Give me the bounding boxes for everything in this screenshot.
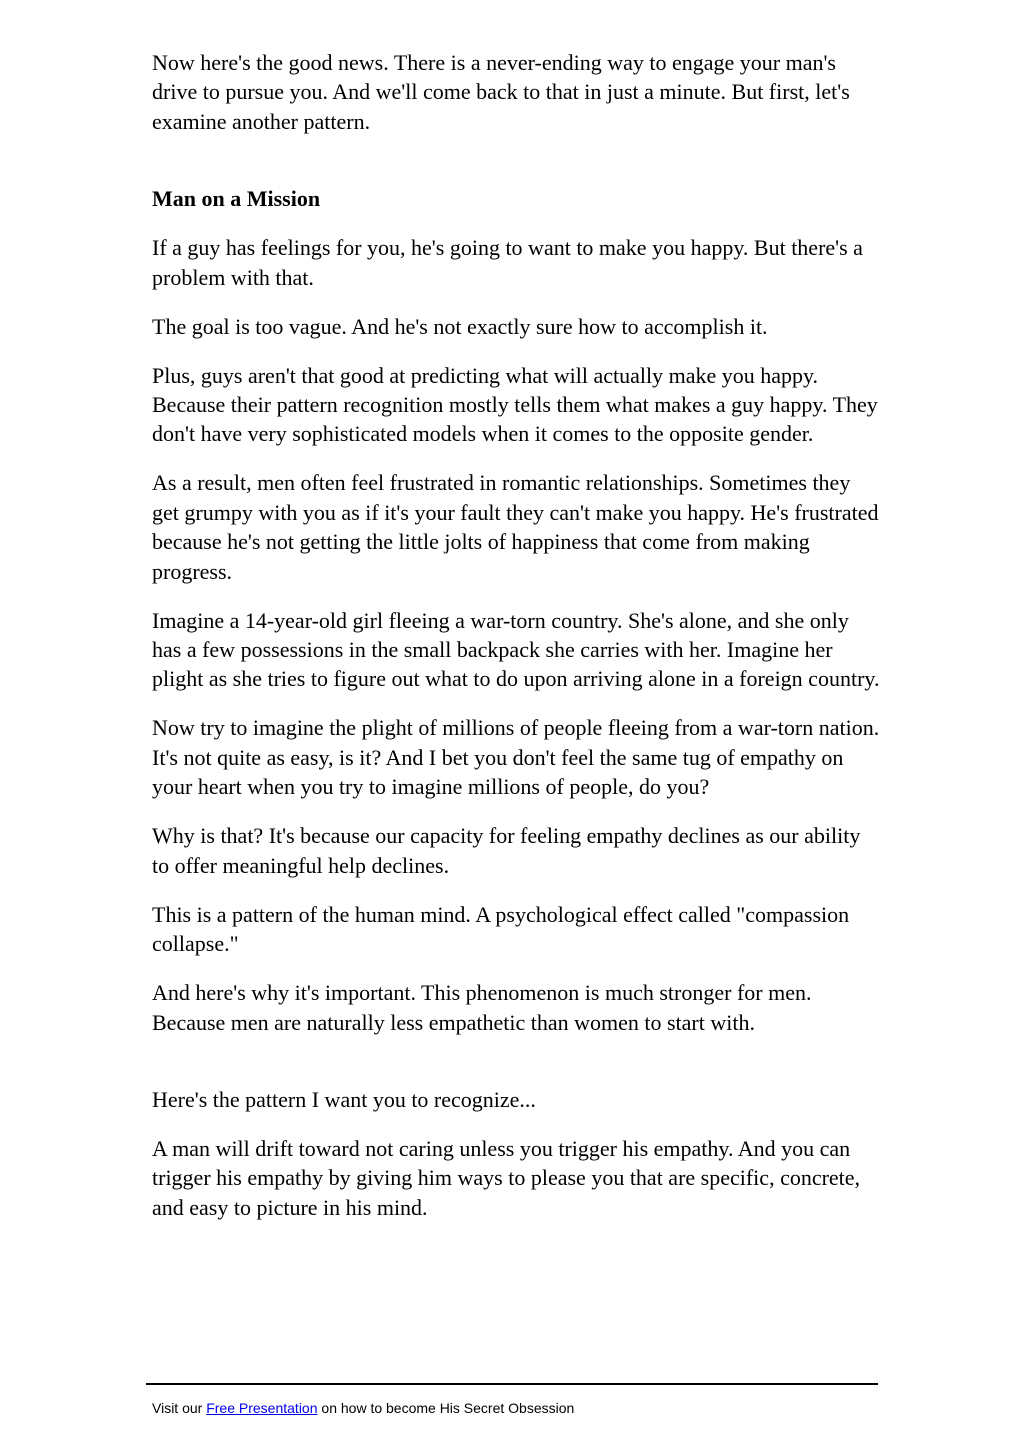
paragraph: Imagine a 14-year-old girl fleeing a war-torn country. She's alone, and she only has a few possessions in the small backpack she carries with her. Imagine her plight as she tries to figure out what to do upon arriving alone in a foreign country. [152,607,880,692]
paragraph: If a guy has feelings for you, he's going to want to make you happy. But there's a problem with that. [152,235,863,290]
paragraph-intro: Now here's the good news. There is a never-ending way to engage your man's drive to pursue you. And we'll come back to that in just a minute. But first, let's examine another pattern. [152,50,850,134]
paragraph: As a result, men often feel frustrated in romantic relationships. Sometimes they get grumpy with you as if it's your fault they can't make you happy. He's frustrated because he's not getting the little jolts of happiness that come from making progress. [152,470,879,584]
section-heading: Man on a Mission [152,186,321,212]
paragraph: Now try to imagine the plight of millions of people fleeing from a war-torn nation. It's not quite as easy, is it? And I bet you don't feel the same tug of empathy on your heart when you try to imagine millions of people, do you? [152,715,880,800]
document-body [152,48,882,1242]
footer-divider [146,1383,878,1385]
paragraph: Here's the pattern I want you to recognize... [152,1086,536,1112]
free-presentation-link[interactable]: Free Presentation [206,1400,318,1416]
paragraph: Plus, guys aren't that good at predicting what will actually make you happy. Because their pattern recognition mostly tells them what makes a guy happy. They don't have very sophisticated models when it comes to the opposite gender. [152,362,878,447]
footer-suffix: on how to become His Secret Obsession [317,1400,575,1416]
paragraph: Why is that? It's because our capacity for feeling empathy declines as our ability to offer meaningful help declines. [152,823,861,878]
paragraph: And here's why it's important. This phenomenon is much stronger for men. Because men are naturally less empathetic than women to start with. [152,980,812,1035]
paragraph: The goal is too vague. And he's not exactly sure how to accomplish it. [152,313,768,339]
footer-prefix: Visit our [152,1400,207,1416]
paragraph: This is a pattern of the human mind. A psychological effect called "compassion collapse." [152,901,850,957]
footer [152,1399,574,1417]
paragraph: A man will drift toward not caring unless you trigger his empathy. And you can trigger his empathy by giving him ways to please you that are specific, concrete, and easy to picture in his mind. [152,1135,861,1220]
